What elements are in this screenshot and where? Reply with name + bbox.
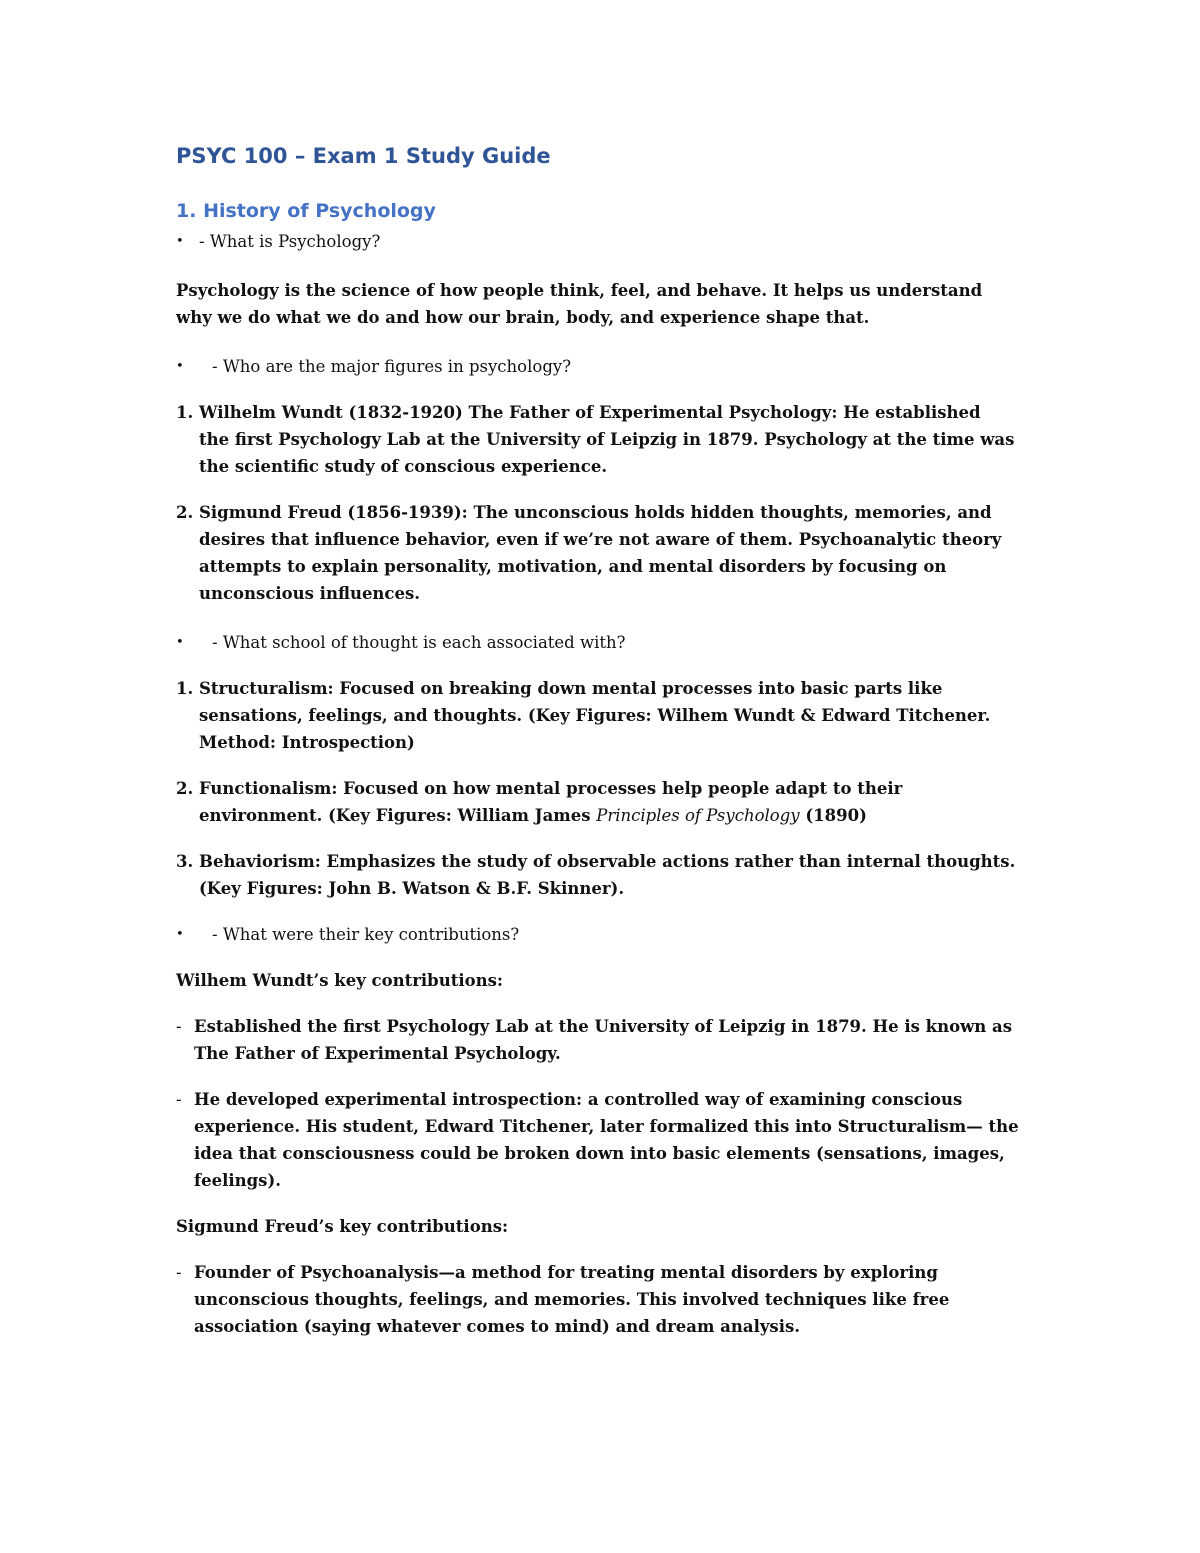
school-item-functionalism bbox=[176, 775, 1036, 829]
question-key-contributions bbox=[176, 921, 1036, 948]
text-line: unconscious thoughts, feelings, and memories. This involved techniques like free bbox=[194, 1290, 950, 1309]
question-major-figures bbox=[176, 353, 1036, 380]
item-number: 2. bbox=[176, 503, 194, 522]
text-line: idea that consciousness could be broken down into basic elements (sensations, images, bbox=[194, 1144, 1005, 1163]
text-run: (1890) bbox=[799, 806, 867, 825]
bullet-icon: • bbox=[176, 359, 184, 374]
text-line: The Father of Experimental Psychology. bbox=[194, 1044, 561, 1063]
text-line: the scientific study of conscious experience. bbox=[199, 457, 608, 476]
text-line: Established the first Psychology Lab at the University of Leipzig in 1879. He is known as bbox=[194, 1017, 1013, 1036]
dash-marker: - bbox=[176, 1090, 182, 1109]
text-line: (Key Figures: John B. Watson & B.F. Skinner). bbox=[199, 879, 625, 898]
dash-marker: - bbox=[176, 1017, 182, 1036]
dash-marker: - bbox=[176, 1263, 182, 1282]
text-line: Method: Introspection) bbox=[199, 733, 415, 752]
section-heading-text: History of Psychology bbox=[203, 200, 436, 222]
text-line: Sigmund Freud (1856-1939): The unconscious holds hidden thoughts, memories, and bbox=[199, 503, 992, 522]
item-number: 3. bbox=[176, 852, 194, 871]
text-line: attempts to explain personality, motivation, and mental disorders by focusing on bbox=[199, 557, 947, 576]
text-line: Founder of Psychoanalysis—a method for treating mental disorders by exploring bbox=[194, 1263, 938, 1282]
bullet-icon: • bbox=[176, 234, 184, 249]
document-content bbox=[176, 138, 1036, 1340]
text-run: environment. (Key Figures: William James bbox=[199, 806, 597, 825]
text-line: unconscious influences. bbox=[199, 584, 421, 603]
school-item-behaviorism bbox=[176, 848, 1036, 902]
figure-item-wundt bbox=[176, 399, 1036, 480]
freud-contributions-heading: Sigmund Freud’s key contributions: bbox=[176, 1217, 509, 1236]
question-text: - What school of thought is each associated with? bbox=[212, 633, 626, 652]
text-line: Wilhelm Wundt (1832-1920) The Father of Experimental Psychology: He established bbox=[199, 403, 981, 422]
wundt-contributions-heading: Wilhem Wundt’s key contributions: bbox=[176, 971, 503, 990]
question-school-of-thought bbox=[176, 629, 1036, 656]
text-line: sensations, feelings, and thoughts. (Key Figures: Wilhem Wundt & Edward Titchener. bbox=[199, 706, 991, 725]
book-title: Principles of Psychology bbox=[596, 806, 800, 825]
bullet-icon: • bbox=[176, 635, 184, 650]
question-text: - What were their key contributions? bbox=[212, 925, 520, 944]
freud-contribution-item bbox=[176, 1259, 1036, 1340]
text-line: feelings). bbox=[194, 1171, 282, 1190]
question-text: - What is Psychology? bbox=[199, 232, 381, 251]
text-line bbox=[199, 802, 1036, 829]
item-number: 1. bbox=[176, 679, 194, 698]
text-line: Structuralism: Focused on breaking down mental processes into basic parts like bbox=[199, 679, 943, 698]
definition-paragraph bbox=[176, 277, 1036, 331]
text-line: why we do what we do and how our brain, body, and experience shape that. bbox=[176, 308, 870, 327]
wundt-contribution-item bbox=[176, 1086, 1036, 1194]
text-line: Functionalism: Focused on how mental processes help people adapt to their bbox=[199, 779, 903, 798]
item-number: 1. bbox=[176, 403, 194, 422]
text-line: desires that influence behavior, even if we’re not aware of them. Psychoanalytic theory bbox=[199, 530, 1002, 549]
section-number: 1. bbox=[176, 200, 197, 222]
figure-item-freud bbox=[176, 499, 1036, 607]
text-line: the first Psychology Lab at the University of Leipzig in 1879. Psychology at the time was bbox=[199, 430, 1015, 449]
item-number: 2. bbox=[176, 779, 194, 798]
text-line: association (saying whatever comes to mind) and dream analysis. bbox=[194, 1317, 801, 1336]
text-line: Psychology is the science of how people think, feel, and behave. It helps us understand bbox=[176, 281, 983, 300]
question-what-is-psychology bbox=[176, 228, 1036, 255]
document-title: PSYC 100 – Exam 1 Study Guide bbox=[176, 144, 551, 168]
wundt-contribution-item bbox=[176, 1013, 1036, 1067]
school-item-structuralism bbox=[176, 675, 1036, 756]
question-text: - Who are the major figures in psychology? bbox=[212, 357, 572, 376]
text-line: experience. His student, Edward Titchener, later formalized this into Structuralism— the bbox=[194, 1117, 1019, 1136]
bullet-icon: • bbox=[176, 927, 184, 942]
text-line: He developed experimental introspection: a controlled way of examining conscious bbox=[194, 1090, 963, 1109]
section-heading bbox=[176, 194, 1036, 228]
text-line: Behaviorism: Emphasizes the study of observable actions rather than internal thoughts. bbox=[199, 852, 1016, 871]
